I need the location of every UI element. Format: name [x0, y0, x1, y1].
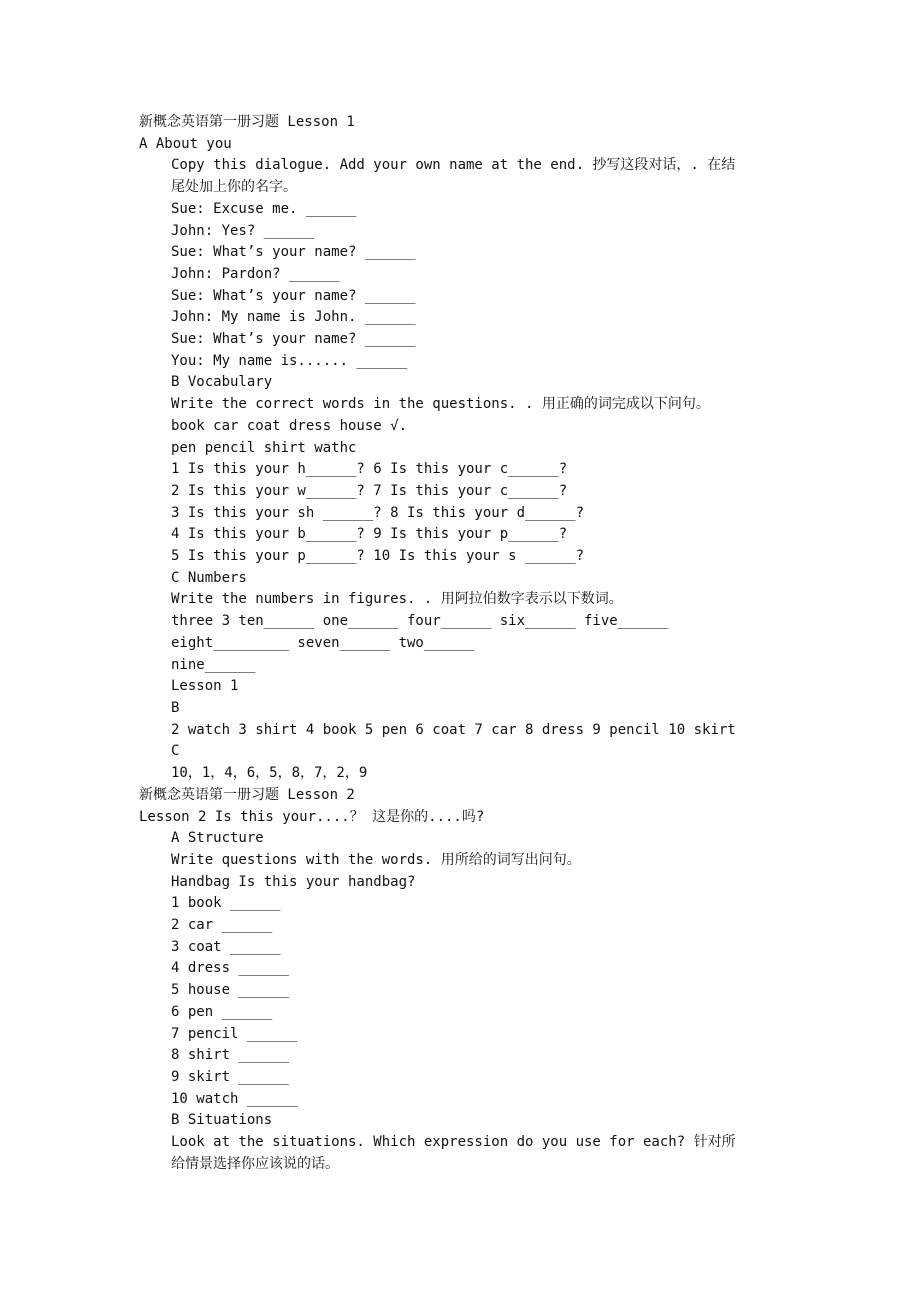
text-line: 5 Is this your p______? 10 Is this your s ______? — [171, 548, 585, 565]
text-line: A About you — [139, 135, 232, 152]
text-line: 10，1，4，6，5，8，7，2，9 — [171, 765, 368, 782]
text-line: John: Pardon? ______ — [171, 265, 340, 282]
text-line: Write the numbers in figures. . 用阿拉伯数字表示以下数词。 — [171, 591, 623, 608]
text-line: 6 pen ______ — [171, 1003, 273, 1020]
text-line: three 3 ten______ one______ four______ six______ five______ — [171, 613, 669, 630]
text-line: 5 house ______ — [171, 982, 290, 999]
text-line: You: My name is...... ______ — [171, 352, 408, 369]
text-line: Sue: What’s your name? ______ — [171, 244, 416, 261]
text-line: 4 Is this your b______? 9 Is this your p______? — [171, 526, 568, 543]
text-line: pen pencil shirt wathc — [171, 439, 357, 456]
text-line: 2 Is this your w______? 7 Is this your c______? — [171, 482, 568, 499]
text-line: 2 watch 3 shirt 4 book 5 pen 6 coat 7 car 8 dress 9 pencil 10 skirt — [171, 721, 736, 738]
text-line: Lesson 1 — [171, 678, 239, 695]
text-line: 4 dress ______ — [171, 960, 290, 977]
text-line: Handbag Is this your handbag? — [171, 873, 416, 890]
text-line: Write questions with the words. 用所给的词写出问句。 — [171, 851, 581, 868]
text-line: nine______ — [171, 656, 256, 673]
text-line: Copy this dialogue. Add your own name at the end. 抄写这段对话，. 在结尾处加上你的名字。 — [171, 157, 736, 196]
text-line: eight_________ seven______ two______ — [171, 634, 475, 651]
document-body — [0, 112, 920, 1175]
text-line: A Structure — [171, 830, 264, 847]
text-line: Look at the situations. Which expression do you use for each? 针对所给情景选择你应该说的话。 — [171, 1134, 736, 1172]
text-line: B — [171, 699, 180, 716]
text-line: 9 skirt ______ — [171, 1068, 290, 1085]
text-line: C Numbers — [171, 569, 247, 586]
text-line: John: My name is John. ______ — [171, 309, 416, 326]
text-line: C — [171, 743, 180, 760]
text-line: John: Yes? ______ — [171, 222, 315, 239]
text-line: 2 car ______ — [171, 917, 273, 934]
text-line: 新概念英语第一册习题 Lesson 1 — [139, 114, 355, 130]
text-line: book car coat dress house √. — [171, 417, 408, 434]
text-line: 1 Is this your h______? 6 Is this your c______? — [171, 461, 568, 478]
text-line: B Vocabulary — [171, 374, 273, 391]
text-line: 3 coat ______ — [171, 938, 281, 955]
text-line: B Situations — [171, 1112, 273, 1129]
text-line: 1 book ______ — [171, 895, 281, 912]
text-line: 3 Is this your sh ______? 8 Is this your d______? — [171, 504, 585, 521]
text-line: 新概念英语第一册习题 Lesson 2 — [139, 786, 355, 803]
text-line: Write the correct words in the questions. . 用正确的词完成以下问句。 — [171, 396, 710, 413]
text-line: 8 shirt ______ — [171, 1047, 290, 1064]
text-line: Sue: What’s your name? ______ — [171, 331, 416, 348]
text-line: Lesson 2 Is this your....？ 这是你的....吗? — [139, 808, 485, 825]
text-line: Sue: Excuse me. ______ — [171, 200, 357, 217]
text-line: 7 pencil ______ — [171, 1025, 298, 1042]
text-line: Sue: What’s your name? ______ — [171, 287, 416, 304]
text-line: 10 watch ______ — [171, 1090, 298, 1107]
